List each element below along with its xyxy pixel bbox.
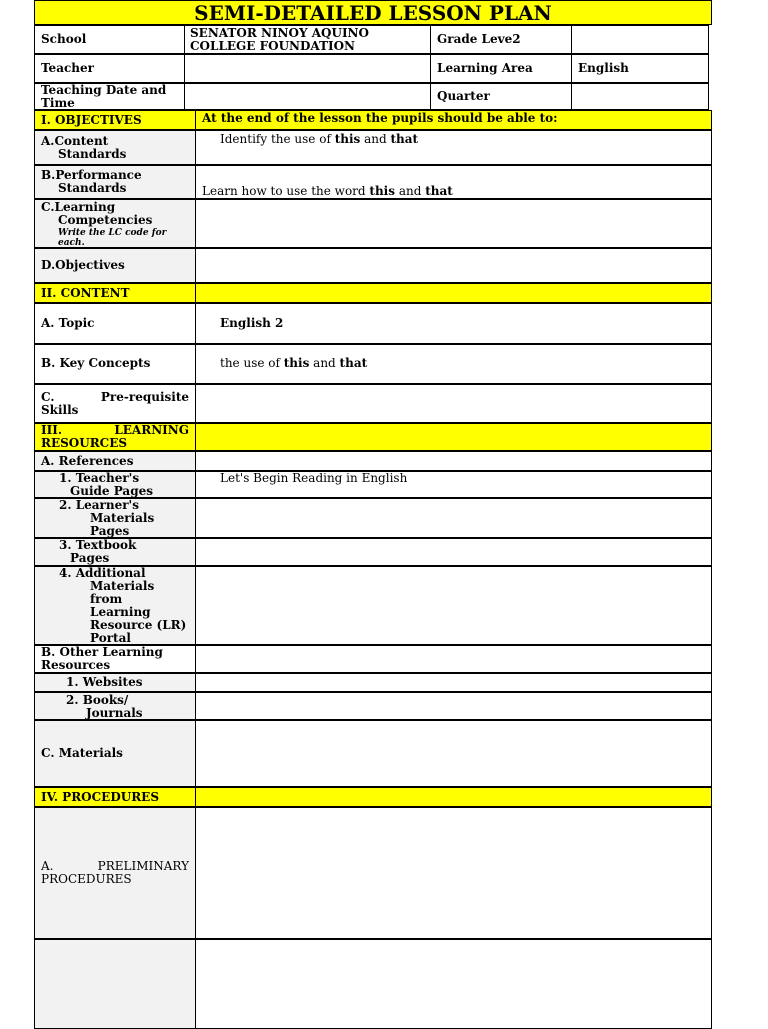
- performance-standards-value: [195, 165, 712, 199]
- quarter-value: [571, 83, 709, 110]
- content-standards-text: Identify the use of: [220, 132, 335, 146]
- prereq-row: [34, 384, 712, 423]
- resources-heading-word: LEARNING: [114, 423, 189, 437]
- performance-line2: Standards: [58, 181, 127, 195]
- textbook-line1: 3. Textbook: [59, 538, 137, 552]
- learners-materials-value: [195, 498, 712, 538]
- lesson-plan-form: [34, 0, 712, 1024]
- prereq-label: [34, 384, 196, 423]
- references-row: [34, 451, 712, 471]
- preliminary-letter: A.: [41, 859, 54, 873]
- key-concepts-text: the use of: [220, 356, 284, 370]
- learners-materials-line1: 2. Learner's: [59, 498, 139, 512]
- date-label: [34, 83, 185, 110]
- preliminary-value: [195, 807, 712, 939]
- grade-label: Grade Leve2: [430, 25, 572, 54]
- quarter-label: Quarter: [430, 83, 572, 110]
- websites-label: 1. Websites: [34, 673, 196, 692]
- performance-this: this: [369, 184, 395, 198]
- preliminary-word: PRELIMINARY: [97, 859, 189, 873]
- textbook-row: [34, 538, 712, 566]
- procedures-heading-row: [34, 787, 712, 807]
- resources-heading-row: [34, 423, 712, 451]
- content-standards-line1: A.Content: [41, 134, 109, 148]
- additional-materials-value: [195, 566, 712, 645]
- additional-materials-line6: Portal: [90, 631, 131, 645]
- objectives-d-row: [34, 248, 712, 283]
- learning-area-value: English: [571, 54, 709, 83]
- key-concepts-that: that: [339, 356, 368, 370]
- school-label: School: [34, 25, 185, 54]
- content-heading-fill: [195, 283, 712, 303]
- resources-heading-fill: [195, 423, 712, 451]
- materials-row: [34, 720, 712, 787]
- key-concepts-row: [34, 344, 712, 384]
- other-resources-row: [34, 645, 712, 673]
- learners-materials-line3: Pages: [90, 524, 130, 538]
- competencies-note-line2: each.: [58, 238, 85, 248]
- references-value: [195, 451, 712, 471]
- page-title: SEMI-DETAILED LESSON PLAN: [34, 0, 712, 25]
- teachers-guide-label: [34, 471, 196, 498]
- competencies-row: [34, 199, 712, 248]
- learners-materials-row: [34, 498, 712, 538]
- performance-text: Learn how to use the word: [202, 184, 370, 198]
- content-standards-value: [195, 130, 712, 165]
- teacher-row: [34, 54, 712, 83]
- content-standards-this: this: [334, 132, 361, 146]
- title-row: [34, 0, 712, 25]
- additional-materials-line4: Learning: [90, 605, 151, 619]
- additional-materials-line2: Materials: [90, 579, 155, 593]
- content-standards-label: [34, 130, 196, 165]
- additional-materials-row: [34, 566, 712, 645]
- additional-materials-line5: Resource (LR): [90, 618, 187, 632]
- content-standards-and: and: [360, 132, 391, 146]
- competencies-value: [195, 199, 712, 248]
- teachers-guide-line1: 1. Teacher's: [59, 471, 140, 485]
- books-value: [195, 692, 712, 720]
- key-concepts-value: [195, 344, 712, 384]
- materials-label: C. Materials: [34, 720, 196, 787]
- teachers-guide-line2: Guide Pages: [70, 484, 153, 498]
- competencies-label: [34, 199, 196, 248]
- learning-area-label: Learning Area: [430, 54, 572, 83]
- next-procedure-value: [195, 939, 712, 1029]
- teacher-label: Teacher: [34, 54, 185, 83]
- next-procedure-label: [34, 939, 196, 1029]
- prereq-value: [195, 384, 712, 423]
- preliminary-line2: PROCEDURES: [41, 872, 132, 886]
- performance-and: and: [395, 184, 426, 198]
- prereq-line2: Skills: [41, 403, 79, 417]
- additional-materials-line1: 4. Additional: [59, 566, 146, 580]
- date-value: [184, 83, 431, 110]
- topic-label: A. Topic: [34, 303, 196, 344]
- resources-heading-line2: RESOURCES: [41, 436, 128, 450]
- resources-heading-numeral: III.: [41, 423, 63, 437]
- performance-that: that: [425, 184, 453, 198]
- grade-value: [571, 25, 709, 54]
- learners-materials-label: [34, 498, 196, 538]
- teachers-guide-row: [34, 471, 712, 498]
- preliminary-label: [34, 807, 196, 939]
- competencies-note-line1: Write the LC code for: [58, 228, 167, 238]
- other-resources-line2: Resources: [41, 658, 111, 672]
- other-resources-value: [195, 645, 712, 673]
- objectives-heading-row: [34, 110, 712, 130]
- topic-row: [34, 303, 712, 344]
- objectives-d-value: [195, 248, 712, 283]
- websites-value: [195, 673, 712, 692]
- content-heading: II. CONTENT: [34, 283, 196, 303]
- objectives-d-label: D.Objectives: [34, 248, 196, 283]
- preliminary-row: [34, 807, 712, 939]
- key-concepts-label: B. Key Concepts: [34, 344, 196, 384]
- performance-standards-label: [34, 165, 196, 199]
- objectives-heading: I. OBJECTIVES: [34, 110, 196, 130]
- performance-standards-row: [34, 165, 712, 199]
- key-concepts-and: and: [309, 356, 340, 370]
- school-value-line2: COLLEGE FOUNDATION: [190, 39, 356, 53]
- textbook-label: [34, 538, 196, 566]
- topic-value: English 2: [195, 303, 712, 344]
- other-resources-label: [34, 645, 196, 673]
- date-row: [34, 83, 712, 110]
- resources-heading: [34, 423, 196, 451]
- content-standards-that: that: [390, 132, 419, 146]
- books-line1: 2. Books/: [66, 693, 129, 707]
- date-label-line2: Time: [41, 96, 75, 110]
- websites-row: [34, 673, 712, 692]
- textbook-line2: Pages: [70, 551, 110, 565]
- learners-materials-line2: Materials: [90, 511, 155, 525]
- teachers-guide-value: Let's Begin Reading in English: [195, 471, 712, 498]
- competencies-line1: C.Learning: [41, 200, 116, 214]
- performance-line1: B.Performance: [41, 168, 142, 182]
- books-row: [34, 692, 712, 720]
- materials-value: [195, 720, 712, 787]
- additional-materials-line3: from: [90, 592, 123, 606]
- references-label: A. References: [34, 451, 196, 471]
- prereq-word: Pre-requisite: [100, 390, 189, 404]
- procedures-heading-fill: [195, 787, 712, 807]
- next-procedure-row: [34, 939, 712, 1029]
- content-standards-line2: Standards: [58, 147, 127, 161]
- school-value: [184, 25, 431, 54]
- prereq-letter: C.: [41, 390, 55, 404]
- other-resources-line1: B. Other Learning: [41, 645, 163, 659]
- objectives-intro: At the end of the lesson the pupils should be able to:: [195, 110, 712, 130]
- books-line2: Journals: [86, 706, 143, 720]
- teacher-value: [184, 54, 431, 83]
- content-standards-row: [34, 130, 712, 165]
- books-label: [34, 692, 196, 720]
- date-label-line1: Teaching Date and: [41, 83, 167, 97]
- competencies-line2: Competencies: [58, 213, 153, 227]
- school-value-line1: SENATOR NINOY AQUINO: [190, 26, 369, 40]
- procedures-heading: IV. PROCEDURES: [34, 787, 196, 807]
- key-concepts-this: this: [283, 356, 310, 370]
- textbook-value: [195, 538, 712, 566]
- additional-materials-label: [34, 566, 196, 645]
- school-row: [34, 25, 712, 54]
- content-heading-row: [34, 283, 712, 303]
